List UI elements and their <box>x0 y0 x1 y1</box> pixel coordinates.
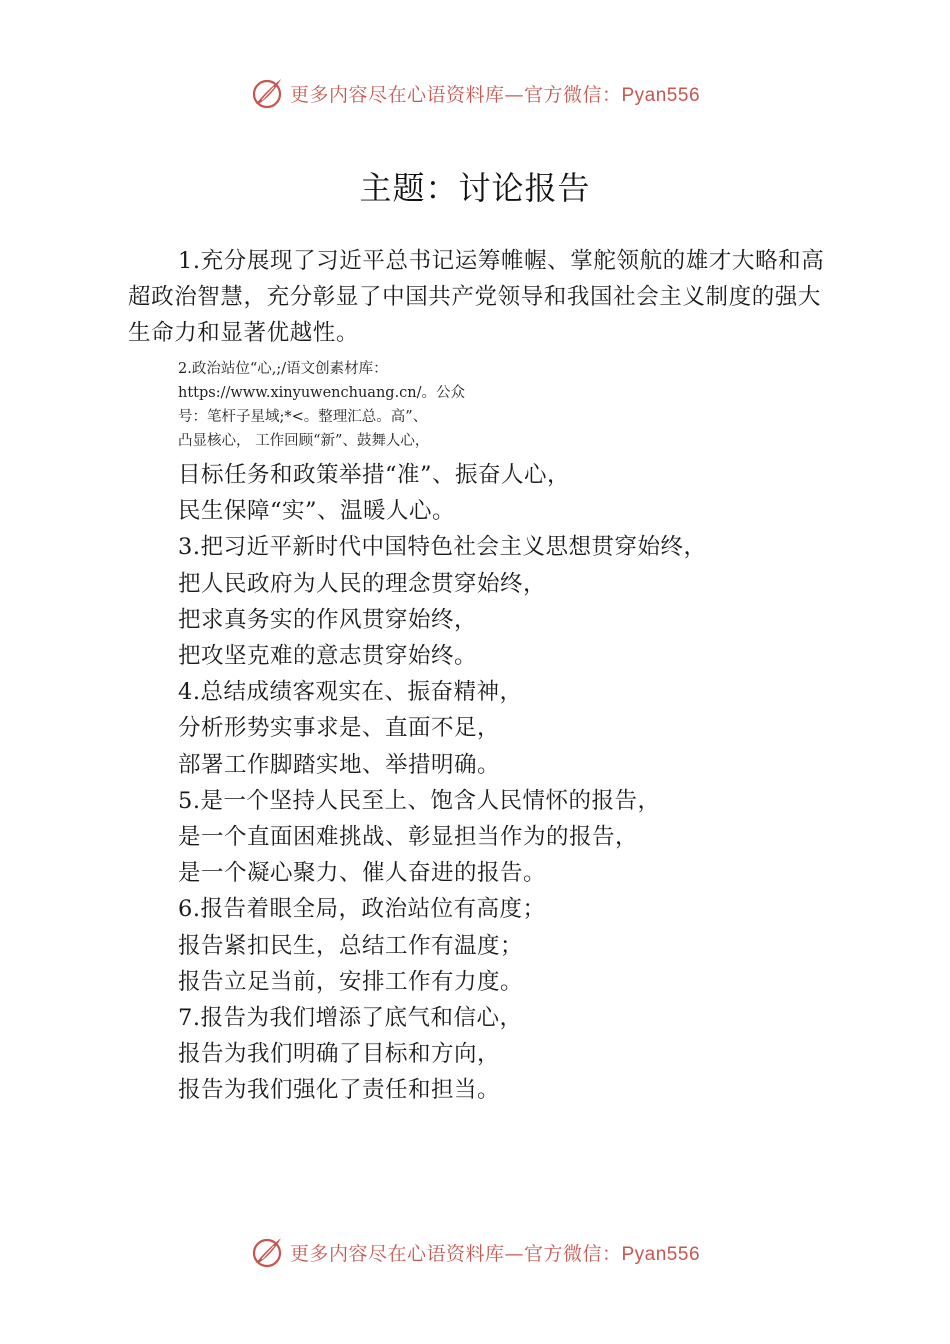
text-line: 把人民政府为人民的理念贯穿始终， <box>178 570 547 597</box>
text-line: 是一个直面困难挑战、彰显担当作为的报告， <box>178 824 639 851</box>
paragraph-1: 1.充分展现了习近平总书记运筹帷幄、掌舵领航的雄才大略和高超政治智慧，充分彰显了中国共产党领导和我国社会主义制度的强大生命力和显著优越性。 <box>128 248 825 346</box>
text-line: 把求真务实的作风贯穿始终， <box>178 606 478 633</box>
quill-logo-icon <box>250 76 284 110</box>
header-banner <box>0 73 950 113</box>
page-title: 主题：讨论报告 <box>359 169 591 207</box>
footer-banner <box>0 1232 950 1272</box>
banner-label: 更多内容尽在心语资料库—官方微信：Pyan556 <box>289 83 701 106</box>
text-line: 报告为我们明确了目标和方向， <box>178 1041 501 1068</box>
text-line: 目标任务和政策举措“准”、振奋人心， <box>178 462 571 488</box>
document-body <box>128 243 838 1109</box>
banner-label: 更多内容尽在心语资料库—官方微信：Pyan556 <box>289 1242 701 1265</box>
small-line-1: 2.政治站位“心,;/语文创素材库： <box>178 361 388 377</box>
text-line: 3.把习近平新时代中国特色社会主义思想贯穿始终， <box>178 534 707 561</box>
quill-logo-icon <box>250 1235 284 1269</box>
text-line: 7.报告为我们增添了底气和信心， <box>178 1005 523 1032</box>
small-line-3: 号：笔杆子星域;*<。整理汇总。高”、 <box>178 409 428 425</box>
text-line: 是一个凝心聚力、催人奋进的报告。 <box>178 860 547 887</box>
text-line: 民生保障“实”、温暖人心。 <box>178 498 456 525</box>
text-line: 报告为我们强化了责任和担当。 <box>178 1077 501 1104</box>
text-line: 报告紧扣民生，总结工作有温度； <box>178 932 524 959</box>
text-line: 报告立足当前，安排工作有力度。 <box>178 968 524 995</box>
text-line: 分析形势实事求是、直面不足， <box>178 715 501 742</box>
small-line-2: https://www.xinyuwenchuang.cn/。公众 <box>178 385 466 401</box>
small-line-4: 凸显核心， 工作回顾“新”、鼓舞人心， <box>178 433 430 449</box>
text-line: 部署工作脚踏实地、举措明确。 <box>178 751 501 778</box>
text-line: 把攻坚克难的意志贯穿始终。 <box>178 643 478 670</box>
text-line: 4.总结成绩客观实在、振奋精神， <box>178 679 523 706</box>
text-line: 5.是一个坚持人民至上、饱含人民情怀的报告， <box>178 787 661 814</box>
text-line: 6.报告着眼全局，政治站位有高度； <box>178 896 546 923</box>
